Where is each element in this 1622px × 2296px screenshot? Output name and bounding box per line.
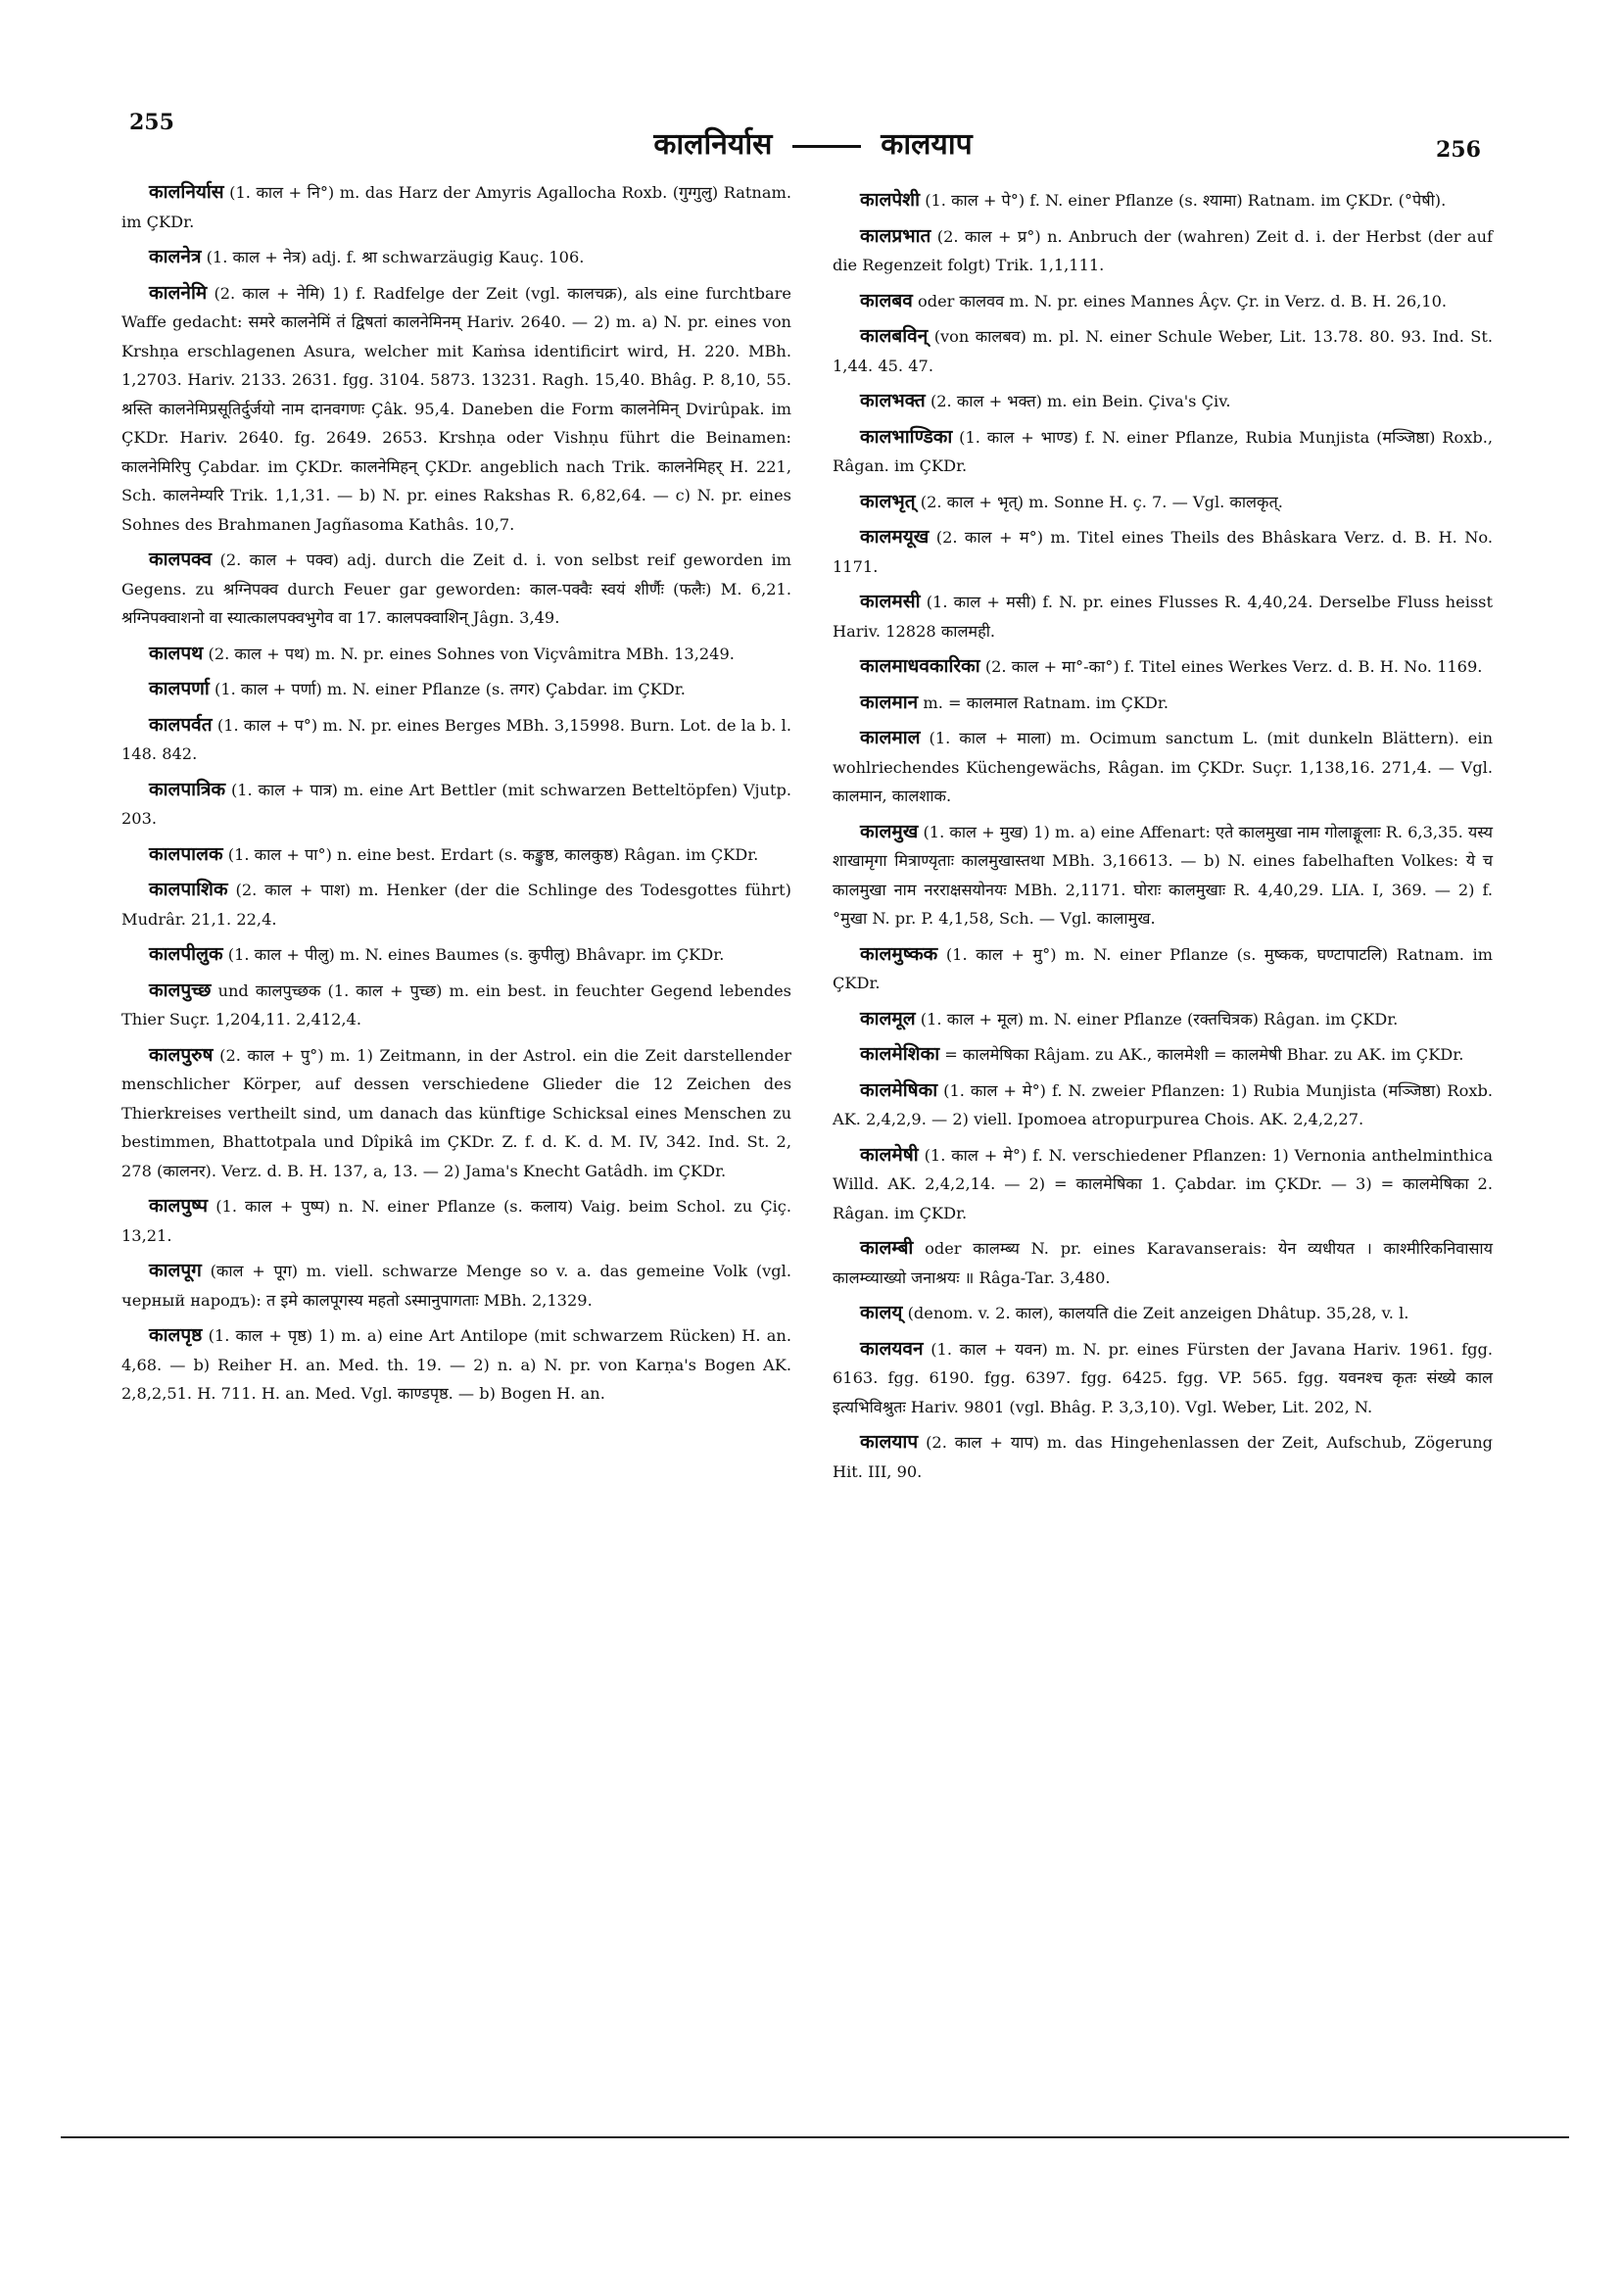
- entry-headword: कालप्रभात: [860, 224, 931, 247]
- entry-text: (1. काल + यवन) m. N. pr. eines Fürsten der Javana Hariv. 1961. fgg. 6163. fgg. 6190. fgg. 6397. fgg. 6425. fgg. VP. 565. fgg. यवनश्च कृतः संख्ये काल इत्यभिविश्रुतः Hariv. 9801 (vgl. Bhâg. P. 3,3,10). Vgl. Weber, Lit. 202, N.: [833, 1339, 1493, 1416]
- dictionary-entry: [833, 940, 1493, 998]
- entry-text: (1. काल + मुख) 1) m. a) eine Affenart: एते कालमुखा नाम गोलाङ्गूलाः R. 6,3,35. यस्य शाखामृगा मित्राण्यृताः कालमुखास्तथा MBh. 3,16613. — b) N. eines fabelhaften Volkes: ये च कालमुखा नाम नरराक्षसयोनयः MBh. 2,1171. घोराः कालमुखाः R. 4,40,29. LIA. I, 369. — 2) f. °मुखा N. pr. P. 4,1,58, Sch. — Vgl. कालामुख.: [833, 822, 1493, 928]
- entry-text: (2. काल + म°) m. Titel eines Theils des Bhâskara Verz. d. B. H. No. 1171.: [833, 528, 1493, 576]
- dictionary-entry: [121, 840, 791, 870]
- dictionary-entry: [833, 523, 1493, 581]
- entry-headword: कालभक्त: [860, 390, 926, 411]
- entry-headword: कालनेत्र: [149, 246, 202, 267]
- entry-text: m. = कालमाल Ratnam. im ÇKDr.: [923, 693, 1169, 712]
- entry-text: (1. काल + भाण्ड) f. N. einer Pflanze, Rubia Munjista (मञ्जिष्ठा) Roxb., Râgan. im ÇKDr.: [833, 427, 1493, 475]
- entry-text: (1. काल + पर्णा) m. N. einer Pflanze (s. तगर) Çabdar. im ÇKDr.: [215, 680, 686, 698]
- entry-headword: कालपृष्ठ: [149, 1324, 203, 1346]
- entry-text: (2. काल + पक्व) adj. durch die Zeit d. i. von selbst reif geworden im Gegens. zu श्रग्निपक्व durch Feuer gar geworden: काल-पक्वैः स्वयं शीर्णैः (फलैः) M. 6,21. श्रग्निपक्वाशनो वा स्यात्कालपक्वभुगेव वा 17. कालपक्वाशिन् Jâgn. 3,49.: [121, 550, 791, 627]
- entry-text: (2. काल + नेमि) 1) f. Radfelge der Zeit (vgl. कालचक्र), als eine furchtbare Waffe gedacht: समरे कालनेमिं तं द्विषतां कालनेमिनम् Hariv. 2640. — 2) m. a) N. pr. eines von Krshṇa erschlagenen Asura, welcher mit Kaṁsa identificirt wird, H. 220. MBh. 1,2703. Hariv. 2133. 2631. fgg. 3104. 5873. 13231. Ragh. 15,40. Bhâg. P. 8,10, 55. श्रस्ति कालनेमिप्रसूतिर्दुर्जयो नाम दानवगणः Çâk. 95,4. Daneben die Form कालनेमिन् Dvirûpak. im ÇKDr. Hariv. 2640. fg. 2649. 2653. Krshṇa oder Vishṇu führt die Beinamen: कालनेमिरिपु Çabdar. im ÇKDr. कालनेमिहन् ÇKDr. angeblich nach Trik. कालनेमिहर् H. 221, Sch. कालनेम्यरि Trik. 1,1,31. — b) N. pr. eines Rakshas R. 6,82,64. — c) N. pr. eines Sohnes des Brahmanen Jagñasoma Kathâs. 10,7.: [121, 283, 791, 534]
- entry-headword: कालपात्रिक: [149, 778, 226, 800]
- dictionary-entry: [833, 1141, 1493, 1228]
- dictionary-entry: [121, 1257, 791, 1315]
- entry-headword: कालयाप: [860, 1431, 919, 1453]
- right-column: [833, 186, 1493, 1493]
- left-page-number: 255: [129, 110, 174, 135]
- entry-headword: कालपालक: [149, 842, 223, 865]
- dictionary-entry: [833, 1076, 1493, 1134]
- entry-headword: कालपुरुष: [149, 1043, 214, 1066]
- entry-headword: कालम्बी: [860, 1237, 914, 1259]
- entry-headword: कालमाल: [860, 727, 921, 748]
- entry-text: = कालमेषिका Râjam. zu AK., कालमेशी = कालमेषी Bhar. zu AK. im ÇKDr.: [944, 1045, 1464, 1064]
- entry-headword: कालबव: [860, 289, 913, 311]
- dictionary-entry: [833, 287, 1493, 316]
- dictionary-entry: [833, 488, 1493, 517]
- entry-headword: कालपुष्प: [149, 1195, 209, 1217]
- entry-text: (1. काल + पात्र) m. eine Art Bettler (mit schwarzen Betteltöpfen) Vjutp. 203.: [121, 780, 791, 828]
- dictionary-entry: [833, 652, 1493, 682]
- dictionary-entry: [833, 689, 1493, 718]
- entry-text: (2. काल + पथ) m. N. pr. eines Sohnes von Viçvâmitra MBh. 13,249.: [208, 644, 735, 663]
- dictionary-entry: [833, 1428, 1493, 1486]
- entry-text: (2. काल + प्र°) n. Anbruch der (wahren) Zeit d. i. der Herbst (der auf die Regenzeit folgt) Trik. 1,1,111.: [833, 226, 1493, 274]
- dictionary-entry: [833, 186, 1493, 215]
- entry-text: und कालपुच्छक (1. काल + पुच्छ) m. ein best. in feuchter Gegend lebendes Thier Suçr. 1,204,11. 2,412,4.: [121, 981, 791, 1028]
- entry-headword: कालमान: [860, 691, 919, 713]
- entry-text: (1. काल + मे°) f. N. zweier Pflanzen: 1) Rubia Munjista (मञ्जिष्ठा) Roxb. AK. 2,4,2,9. — 2) viell. Ipomoea atropurpurea Chois. AK. 2,4,2,27.: [833, 1080, 1493, 1128]
- dictionary-entry: [121, 675, 791, 704]
- dictionary-entry: [121, 546, 791, 633]
- entry-text: (1. काल + प°) m. N. pr. eines Berges MBh. 3,15998. Burn. Lot. de la b. l. 148. 842.: [121, 715, 791, 763]
- dictionary-entry: [121, 1192, 791, 1250]
- dictionary-entry: [121, 1321, 791, 1409]
- entry-text: (1. काल + मसी) f. N. pr. eines Flusses R. 4,40,24. Derselbe Fluss heisst Hariv. 12828 कालमही.: [833, 593, 1493, 641]
- entry-text: (1. काल + पृष्ठ) 1) m. a) eine Art Antilope (mit schwarzem Rücken) H. an. 4,68. — b) Reiher H. an. Med. th. 19. — 2) n. a) N. pr. von Karṇa's Bogen AK. 2,8,2,51. H. 711. H. an. Med. Vgl. काण्डपृष्ठ. — b) Bogen H. an.: [121, 1326, 791, 1403]
- entry-headword: कालपीलुक: [149, 943, 223, 965]
- entry-text: (von कालबव) m. pl. N. einer Schule Weber, Lit. 13.78. 80. 93. Ind. St. 1,44. 45. 47.: [833, 327, 1493, 375]
- entry-headword: कालपेशी: [860, 189, 921, 211]
- entry-text: (2. काल + भृत्) m. Sonne H. ç. 7. — Vgl. कालकृत्.: [920, 492, 1283, 511]
- dictionary-entry: [833, 387, 1493, 416]
- entry-text: (1. काल + मु°) m. N. einer Pflanze (s. मुष्कक, घण्टापाटलि) Ratnam. im ÇKDr.: [833, 944, 1493, 992]
- entry-headword: कालपुच्छ: [149, 979, 212, 1001]
- entry-headword: कालभृत्: [860, 490, 916, 512]
- left-column: [121, 178, 791, 1415]
- header-title-right: कालयाप: [881, 127, 973, 162]
- entry-text: (1. काल + नि°) m. das Harz der Amyris Agallocha Roxb. (गुग्गुलु) Ratnam. im ÇKDr.: [121, 183, 791, 231]
- entry-headword: कालमसी: [860, 591, 921, 612]
- right-page-number: 256: [1436, 137, 1481, 163]
- entry-headword: कालनिर्यास: [149, 181, 224, 203]
- dictionary-entry: [121, 940, 791, 970]
- dictionary-entry: [121, 776, 791, 834]
- dictionary-entry: [833, 322, 1493, 380]
- dictionary-entry: [121, 640, 791, 669]
- entry-text: (denom. v. 2. काल), कालयति die Zeit anzeigen Dhâtup. 35,28, v. l.: [907, 1304, 1409, 1322]
- entry-headword: कालपर्णा: [149, 678, 210, 699]
- entry-headword: कालमेषी: [860, 1143, 919, 1166]
- entry-headword: कालपूग: [149, 1260, 202, 1281]
- entry-text: (1. काल + पा°) n. eine best. Erdart (s. कङ्कुष्ठ, कालकुष्ठ) Râgan. im ÇKDr.: [227, 844, 759, 864]
- entry-headword: कालमूल: [860, 1007, 916, 1029]
- dictionary-entry: [121, 977, 791, 1034]
- dictionary-entry: [833, 1040, 1493, 1070]
- entry-text: (1. काल + पीलु) m. N. eines Baumes (s. कुपीलु) Bhâvapr. im ÇKDr.: [227, 945, 725, 964]
- entry-text: (1. काल + नेत्र) adj. f. श्रा schwarzäugig Kauç. 106.: [206, 248, 585, 266]
- dictionary-entry: [833, 1005, 1493, 1034]
- entry-text: (2. काल + पाश) m. Henker (der die Schlinge des Todesgottes führt) Mudrâr. 21,1. 22,4.: [121, 881, 791, 929]
- dictionary-entry: [833, 1234, 1493, 1292]
- entry-text: (2. काल + याप) m. das Hingehenlassen der Zeit, Aufschub, Zögerung Hit. III, 90.: [833, 1433, 1493, 1481]
- entry-text: (1. काल + माला) m. Ocimum sanctum L. (mit dunkeln Blättern). ein wohlriechendes Küchengewächs, Râgan. im ÇKDr. Suçr. 1,138,16. 271,4. — Vgl. कालमान, कालशाक.: [833, 729, 1493, 805]
- entry-text: (1. काल + मे°) f. N. verschiedener Pflanzen: 1) Vernonia anthelminthica Willd. AK. 2,4,2,14. — 2) = कालमेषिका 1. Çabdar. im ÇKDr. — 3) = कालमेषिका 2. Râgan. im ÇKDr.: [833, 1145, 1493, 1222]
- entry-headword: कालबविन्: [860, 325, 929, 347]
- entry-headword: कालनेमि: [149, 281, 208, 304]
- dictionary-entry: [833, 1299, 1493, 1328]
- dictionary-entry: [833, 818, 1493, 933]
- dictionary-entry: [833, 588, 1493, 646]
- header-dash: [792, 145, 861, 148]
- entry-headword: कालपाशिक: [149, 879, 228, 900]
- dictionary-entry: [833, 423, 1493, 481]
- footer-rule: [61, 2136, 1569, 2138]
- dictionary-entry: [121, 1041, 791, 1186]
- entry-text: (1. काल + पुष्प) n. N. einer Pflanze (s. कलाय) Vaig. beim Schol. zu Çiç. 13,21.: [121, 1197, 791, 1245]
- dictionary-entry: [833, 1335, 1493, 1422]
- entry-headword: कालपथ: [149, 642, 204, 664]
- entry-text: (2. काल + भक्त) m. ein Bein. Çiva's Çiv.: [930, 392, 1231, 410]
- entry-headword: कालमयूख: [860, 526, 930, 548]
- entry-headword: कालयवन: [860, 1337, 924, 1360]
- entry-text: (1. काल + मूल) m. N. einer Pflanze (रक्तचित्रक) Râgan. im ÇKDr.: [920, 1009, 1399, 1028]
- header-title-left: कालनिर्यास: [653, 127, 773, 162]
- dictionary-entry: [121, 711, 791, 769]
- entry-text: (2. काल + मा°-का°) f. Titel eines Werkes Verz. d. B. H. No. 1169.: [984, 657, 1483, 676]
- dictionary-entry: [121, 279, 791, 540]
- running-header: [637, 122, 989, 163]
- entry-text: (1. काल + पे°) f. N. einer Pflanze (s. श्यामा) Ratnam. im ÇKDr. (°पेषी).: [925, 191, 1447, 210]
- entry-headword: कालपक्व: [149, 549, 213, 570]
- entry-text: (काल + पूग) m. viell. schwarze Menge so v. a. das gemeine Volk (vgl. черный народъ): त इमे कालपूगस्य महतो ऽस्मानुपागताः MBh. 2,1329.: [121, 1262, 791, 1310]
- entry-headword: कालमुष्कक: [860, 942, 938, 965]
- entry-headword: कालमुख: [860, 820, 919, 842]
- entry-text: oder कालवव m. N. pr. eines Mannes Âçv. Çr. in Verz. d. B. H. 26,10.: [917, 291, 1448, 311]
- entry-headword: कालभाण्डिका: [860, 425, 953, 448]
- entry-headword: कालमेषिका: [860, 1078, 938, 1101]
- entry-headword: कालमेशिका: [860, 1043, 940, 1065]
- entry-headword: कालमाधवकारिका: [860, 655, 980, 677]
- dictionary-entry: [833, 724, 1493, 811]
- dictionary-entry: [121, 178, 791, 236]
- entry-text: oder कालम्ब्य N. pr. eines Karavanserais: येन व्यधीयत । काश्मीरिकनिवासाय कालम्व्याख्यो जनाश्रयः ॥ Râga-Tar. 3,480.: [833, 1239, 1493, 1287]
- entry-headword: कालय्: [860, 1302, 903, 1323]
- dictionary-entry: [121, 876, 791, 933]
- dictionary-entry: [833, 222, 1493, 280]
- entry-text: (2. काल + पु°) m. 1) Zeitmann, in der Astrol. ein die Zeit darstellender menschlicher Körper, auf dessen verschiedene Glieder die 12 Zeichen des Thierkreises vertheilt sind, um danach das künftige Schicksal eines Menschen zu bestimmen, Bhattotpala und Dîpikâ im ÇKDr. Z. f. d. K. d. M. IV, 342. Ind. St. 2, 278 (कालनर). Verz. d. B. H. 137, a, 13. — 2) Jama's Knecht Gatâdh. im ÇKDr.: [121, 1045, 791, 1180]
- dictionary-entry: [121, 243, 791, 272]
- entry-headword: कालपर्वत: [149, 713, 213, 736]
